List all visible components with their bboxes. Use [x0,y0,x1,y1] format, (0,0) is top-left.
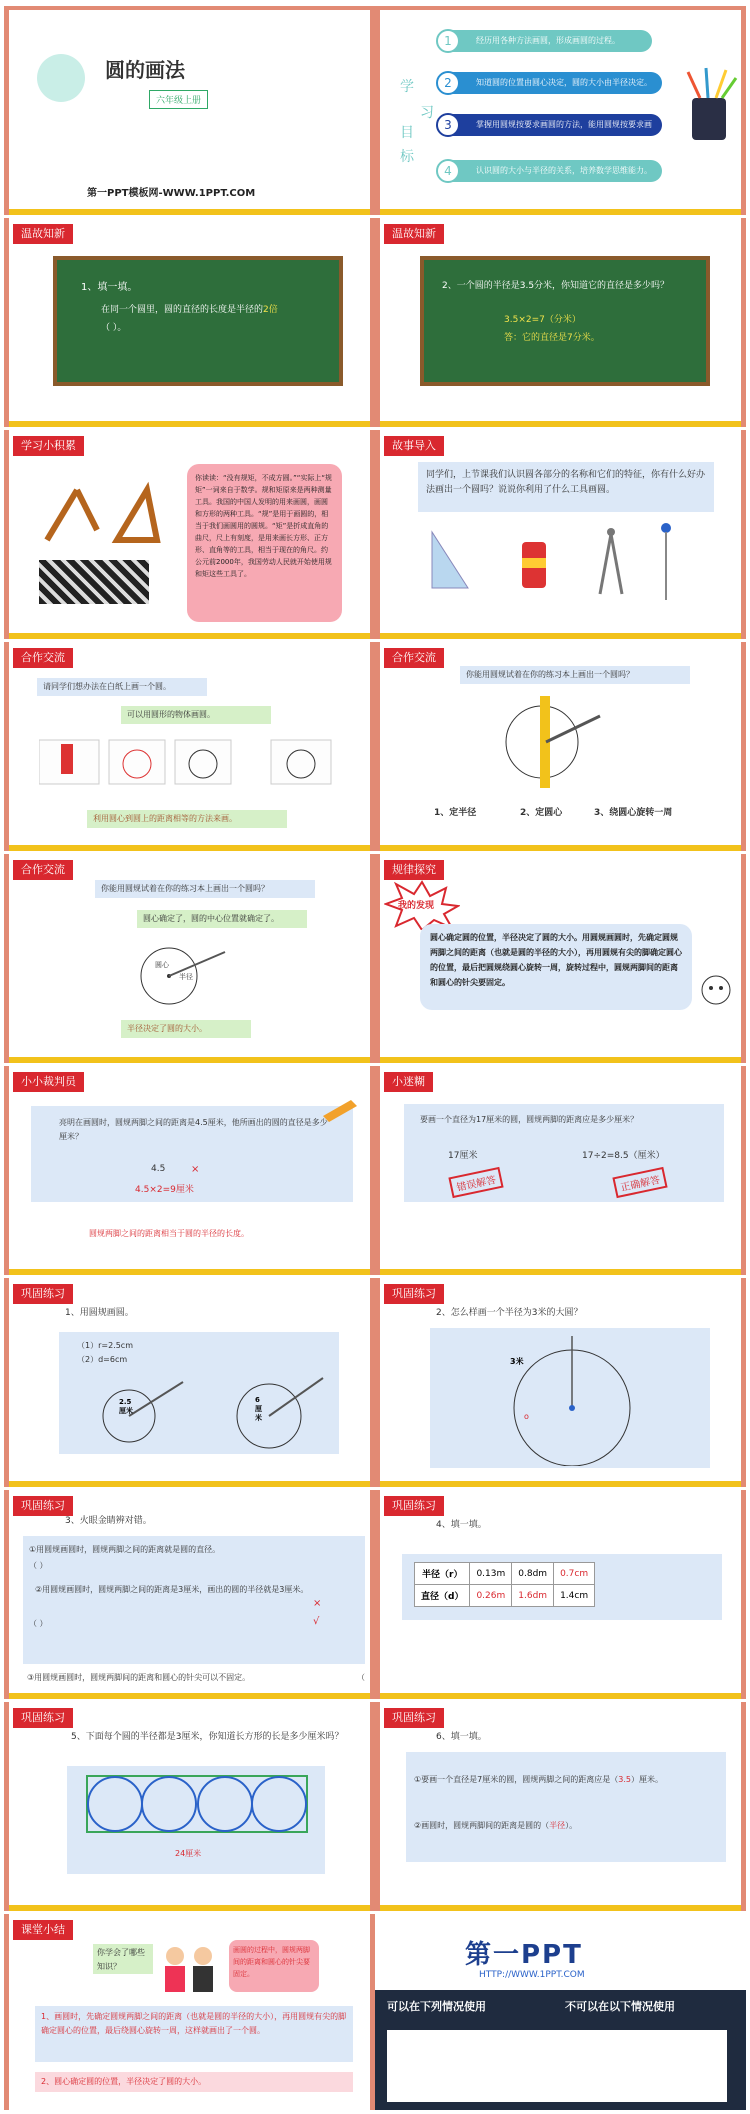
step-1: 1、定半径 [434,808,477,818]
ruler-compass-icon [37,480,167,550]
goal-3: 掌握用圆规按要求画圆的方法，能用圆规按要求画圆。 [442,114,662,136]
practice-box [430,1328,710,1468]
rule-text: 圆心确定圆的位置，半径决定了圆的大小。用圆规画圆时，先确定圆规两脚之间的距离（也就是圆的半径的大小），再用圆规有尖的脚确定圆心的位置，最后把圆规绕圆心旋转一周，旋转过程中，圆规两脚间的距离和圆心的针尖要固定。 [420,924,692,1010]
slide-tag: 温故知新 [384,224,444,244]
slide-13-practice[interactable] [4,1278,375,1487]
slide-2-goals[interactable] [375,6,746,215]
question-box [404,1104,724,1202]
length-answer: 24厘米 [175,1849,202,1858]
slide-17-practice[interactable] [4,1702,375,1911]
pin-icon [658,522,674,602]
item-1: ①用圆规画圆时，圆规两脚之间的距离就是圆的直径。 [29,1545,221,1554]
slide-tag: 小小裁判员 [13,1072,84,1092]
question: 你能用圆规试着在你的练习本上画出一个圆吗？ [460,666,690,684]
slide-9-discuss[interactable] [4,854,375,1063]
practice-box [67,1766,325,1874]
note: 利用圆心到圆上的距离相等的方法来画。 [87,810,287,828]
lesson-title: 圆的画法 [105,58,185,82]
goal-side-3: 目 [400,125,414,141]
slide-5-knowledge[interactable] [4,430,375,639]
right-stamp: 正确解答 [612,1167,667,1198]
slide-20-credits[interactable] [375,1914,746,2110]
chalkboard [53,256,343,386]
slide-tag: 合作交流 [384,648,444,668]
slide-12-mistake[interactable] [375,1066,746,1275]
note: 圆规两脚之间的距离相当于圆的半径的长度。 [89,1229,249,1238]
goal-1: 经历用各种方法画圆，形成画圆的过程。 [442,30,652,52]
brand-logo: 第一PPT [465,1940,583,1970]
slide-tag: 合作交流 [13,860,73,880]
can-icon [520,540,548,590]
wrong-mark: × [191,1164,200,1175]
forbidden-title: 不可以在以下情况使用 [565,2000,675,2013]
slide-11-judge[interactable] [4,1066,375,1275]
step-3: 3、绕圆心旋转一周 [594,808,673,818]
goal-4: 认识圆的大小与半径的关系，培养数学思维能力。 [442,160,662,182]
slide-4-review[interactable] [375,218,746,427]
answer: 2倍 [263,305,278,315]
step-2: 2、定圆心 [520,808,563,818]
item-3: ③用圆规画圆时，圆规两脚间的距离和圆心的针尖可以不固定。 [27,1673,251,1682]
slide-18-practice[interactable] [375,1702,746,1911]
goal-2: 知道圆的位置由圆心决定，圆的大小由半径决定。 [442,72,662,94]
slide-tag: 课堂小结 [13,1920,73,1940]
cell: 0.13m [470,1563,512,1585]
question: 请同学们想办法在白纸上画一个圆。 [37,678,207,696]
cell: 1.4cm [554,1585,595,1607]
goal-num-4: 4 [436,159,460,183]
compass-circles-image [79,1362,339,1452]
question: 1、填一填。 [81,282,138,293]
paren-3: （ [357,1673,365,1682]
slide-tag: 小迷糊 [384,1072,433,1092]
allowed-title: 可以在下列情况使用 [387,2000,486,2013]
slide-15-practice[interactable] [4,1490,375,1699]
slide-7-discuss[interactable] [4,642,375,851]
decor-circle [37,54,85,102]
note: 半径决定了圆的大小。 [121,1020,251,1038]
fill-line: 在同一个圆里，圆的直径的长度是半径的2倍 [101,305,278,315]
right-answer: 17÷2=8.5（厘米） [582,1151,665,1161]
ancient-carving-image [39,560,149,604]
slide-tag: 巩固练习 [13,1708,73,1728]
task-1: （1）r=2.5cm [77,1341,133,1350]
bubble-answer: 画圆的过程中，圆规两脚间的距离和圆心的针尖要固定。 [229,1940,319,1992]
goal-side-2: 习 [420,105,434,121]
label-2: 6厘米 [255,1396,262,1422]
paren-2: （ ） [29,1619,48,1628]
pencil-cup-icon [680,66,740,146]
links-area [387,2030,727,2102]
brand-url[interactable]: HTTP://WWW.1PPT.COM [479,1970,585,1980]
slide-tag: 巩固练习 [384,1284,444,1304]
compass-icon [596,526,626,596]
question: 6、填一填。 [436,1732,487,1742]
radius-diameter-table [414,1562,595,1607]
question: 要画一个直径为17厘米的圆，圆规两脚的距离应是多少厘米？ [420,1115,639,1124]
summary-1: 1、画圆时，先确定圆规两脚之间的距离（也就是圆的半径的大小），再用圆规有尖的脚确定圆心的位置，最后绕圆心旋转一周，这样就画出了一个圆。 [35,2006,353,2062]
right-answer: 4.5×2=9厘米 [135,1185,194,1195]
mark-1: × [313,1598,322,1609]
slide-tag: 合作交流 [13,648,73,668]
fill-line-2: （ ）。 [101,323,127,333]
question: 5、下面每个圆的半径都是3厘米，你知道长方形的长是多少厘米吗？ [71,1732,344,1742]
fill-2: ②画圆时，圆规两脚间的距离是圆的（半径）。 [414,1821,578,1830]
wrong-answer: 17厘米 [448,1151,478,1161]
slide-19-summary[interactable] [4,1914,375,2110]
cartoon-dog-icon [696,970,736,1010]
slide-3-review[interactable] [4,218,375,427]
practice-box [59,1332,339,1454]
question-box [31,1106,353,1202]
calculation: 3.5×2=7（分米） [504,315,581,325]
slide-10-rule[interactable] [375,854,746,1063]
grade-badge: 六年级上册 [149,90,208,109]
task-2: （2）d=6cm [77,1355,128,1364]
question: 亮明在画圆时，圆规两脚之间的距离是4.5厘米，他所画出的圆的直径是多少厘米？ [59,1118,328,1141]
answer: 圆心确定了，圆的中心位置就确定了。 [137,910,307,928]
cell: 1.6dm [512,1585,554,1607]
pencil-icon [321,1096,361,1124]
slide-6-intro[interactable] [375,430,746,639]
teacher-students-icon [157,1944,223,1994]
goal-num-2: 2 [436,71,460,95]
burst-label: 我的发现 [398,901,435,911]
credits-panel [375,1990,746,2110]
cell: 0.8dm [512,1563,554,1585]
cell: 0.26m [470,1585,512,1607]
question: 1、用圆规画圆。 [65,1308,134,1318]
slide-tag: 巩固练习 [384,1708,444,1728]
question: 3、火眼金睛辨对错。 [65,1516,152,1526]
slide-tag: 故事导入 [384,436,444,456]
table-row [415,1563,595,1585]
goal-side-1: 学 [400,79,414,95]
knowledge-bubble: 你读读：“没有规矩，不成方圆。”“实际上“规矩”一词来自于数学。规和矩原来是两种测量工具。我国的中国人发明的用来画圆，画圆和方形的两种工具。“规”是用于画圆的，相当于我们画圆用的圆规。“矩”是折成直角的曲尺，尺上有刻度，是用来画长方形、正方形、直角等的工具，相当于现在的角尺。约公元前2000年，我国劳动人民就开始使用规和矩这些工具了。 [187,464,342,622]
slide-tag: 温故知新 [13,224,73,244]
slide-tag: 巩固练习 [13,1284,73,1304]
slide-8-discuss[interactable] [375,642,746,851]
site-credit: 第一PPT模板网-WWW.1PPT.COM [87,188,256,199]
four-circles-image [85,1774,309,1834]
center-label: o [524,1412,529,1421]
compass-circle-image [500,692,610,792]
header-diameter: 直径（d） [415,1585,470,1607]
slide-14-practice[interactable] [375,1278,746,1487]
summary-2: 2、圆心确定圆的位置，半径决定了圆的大小。 [35,2072,353,2092]
chalkboard [420,256,710,386]
question: 你能用圆规试着在你的练习本上画出一个圆吗？ [95,880,315,898]
slide-tag: 学习小积累 [13,436,84,456]
answer: 可以用圆形的物体画圆。 [121,706,271,724]
practice-box [23,1536,365,1664]
slide-tag: 规律探究 [384,860,444,880]
wrong-answer: 4.5 [151,1164,166,1174]
header-radius: 半径（r） [415,1563,470,1585]
goal-num-3: 3 [436,113,460,137]
slide-tag: 巩固练习 [384,1496,444,1516]
goal-num-1: 1 [436,29,460,53]
bubble-question: 你学会了哪些知识？ [93,1944,153,1974]
question: 2、怎么样画一个半径为3米的大圆？ [436,1308,583,1318]
big-circle-image [490,1330,650,1466]
slide-1-title[interactable] [4,6,375,215]
intro-text: 同学们，上节课我们认识圆各部分的名称和它们的特征，你有什么好办法画出一个圆吗？说说你利用了什么工具画圆。 [418,462,714,512]
item-2: ②用圆规画圆时，圆规两脚之间的距离是3厘米，画出的圆的半径就是3厘米。 [35,1585,309,1594]
paren-1: （ ） [29,1561,48,1570]
answer: 答：它的直径是7分米。 [504,333,600,343]
cell: 0.7cm [554,1563,595,1585]
question: 4、填一填。 [436,1520,487,1530]
fill-1: ①要画一个直径是7厘米的圆，圆规两脚之间的距离应是（3.5）厘米。 [414,1775,663,1784]
wrong-stamp: 错误解答 [448,1167,503,1198]
label-1: 2.5厘米 [119,1398,133,1415]
question: 2、一个圆的半径是3.5分米，你知道它的直径是多少吗？ [442,281,670,291]
triangle-ruler-icon [430,530,470,590]
goal-side-4: 标 [400,149,414,165]
drawing-methods-image [39,738,339,788]
slide-16-practice[interactable] [375,1490,746,1699]
center-label: 圆心 [155,961,169,969]
mark-2: √ [313,1616,320,1627]
slide-tag: 巩固练习 [13,1496,73,1516]
radius-label: 3米 [510,1357,524,1366]
table-row [415,1585,595,1607]
practice-box [406,1752,726,1862]
radius-label: 半径 [179,973,193,981]
